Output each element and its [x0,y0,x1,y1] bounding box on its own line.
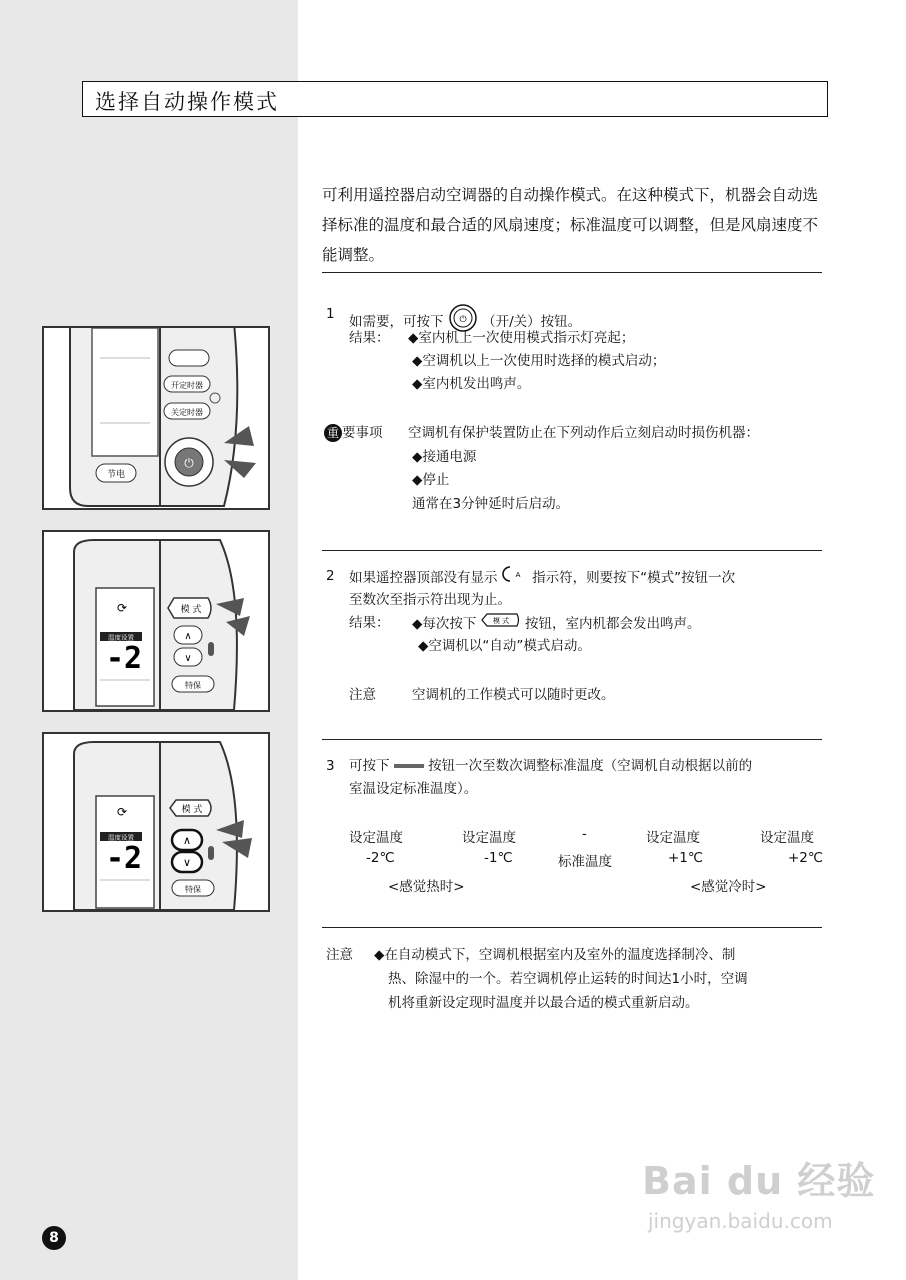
important-text: 空调机有保护装置防止在下列动作后立刻启动时损伤机器： [408,425,759,441]
feel-cold-note: <感觉冷时> [690,879,767,895]
svg-text:A: A [515,571,521,579]
important-item-3: 通常在3分钟延时后启动。 [412,496,570,512]
svg-text:模 式: 模 式 [180,605,202,615]
temp-table-cell: 标准温度 [558,854,612,870]
bottom-note-label: 注意 [326,947,353,963]
bottom-note-line-1: ◆在自动模式下，空调机根据室内及室外的温度选择制冷、制 [374,947,736,963]
mode-button-icon [481,612,521,636]
step2-result-2: ◆空调机以“自动”模式启动。 [418,638,591,654]
step2-line-2: 至数次至指示符出现为止。 [349,592,511,608]
step1-result-2: ◆空调机以上一次使用时选择的模式启动； [412,353,666,369]
svg-text:关定时器: 关定时器 [171,408,203,417]
svg-text:-2: -2 [105,841,143,876]
svg-text:⟳: ⟳ [116,601,128,615]
remote-illustration-power [42,326,270,510]
svg-text:特保: 特保 [185,885,201,894]
feel-hot-note: <感觉热时> [388,879,465,895]
svg-text:模 式: 模 式 [181,805,203,815]
svg-text:温度设置: 温度设置 [108,833,134,842]
baidu-watermark [642,1150,875,1233]
temp-table-cell: - [582,826,587,842]
svg-text:温度设置: 温度设置 [108,633,134,642]
svg-text:⏻: ⏻ [184,456,194,470]
step1-text-b: （开/关）按钮。 [482,314,582,330]
watermark-url: jingyan.baidu.com [648,1209,833,1233]
page-number: 8 [42,1226,66,1250]
svg-text:⟳: ⟳ [116,805,128,819]
section-title-box [82,81,828,117]
temp-table-cell: 设定温度 [462,830,516,846]
temp-table-cell: 设定温度 [760,830,814,846]
divider [322,739,822,740]
step1-number: 1 [326,306,335,322]
step1-text-a: 如需要，可按下 [349,314,444,330]
step1-result-3: ◆室内机发出鸣声。 [412,376,531,392]
step1-result-label: 结果： [349,330,390,346]
section-title: 选择自动操作模式 [95,90,279,114]
svg-text:模 式: 模 式 [492,617,509,625]
svg-text:∧: ∧ [182,834,192,847]
remote-illustration-mode [42,530,270,712]
temp-table-cell: 设定温度 [646,830,700,846]
temp-table-cell: 设定温度 [349,830,403,846]
svg-text:开定时器: 开定时器 [171,381,203,390]
step2-r1-b: 按钮，室内机都会发出鸣声。 [524,616,701,632]
step2-line1-b: 指示符，则要按下“模式”按钮一次 [532,570,736,586]
temperature-button-icon [394,755,424,765]
temp-table-cell: +1℃ [668,850,704,866]
step3-line-1 [349,755,752,778]
bottom-note-line-2: 热、除湿中的一个。若空调机停止运转的时间达1小时，空调 [388,971,748,987]
important-item-2: ◆停止 [412,472,450,488]
temp-table-cell: +2℃ [788,850,824,866]
svg-text:∨: ∨ [184,653,192,664]
divider [322,272,822,273]
auto-mode-indicator-icon [502,565,528,591]
important-mark: 重 [324,424,342,442]
temp-table-cell: -2℃ [366,850,395,866]
step2-line-1 [349,565,735,591]
svg-text:节电: 节电 [106,470,126,480]
step3-number: 3 [326,758,335,774]
intro-paragraph: 可利用遥控器启动空调器的自动操作模式。在这种模式下，机器会自动选择标准的温度和最合适的风扇速度；标准温度可以调整，但是风扇速度不能调整。 [322,186,819,264]
svg-text:∧: ∧ [184,631,192,642]
divider [322,550,822,551]
step2-r1-a: ◆每次按下 [412,616,477,632]
bottom-note-line-3: 机将重新设定现时温度并以最合适的模式重新启动。 [388,995,699,1011]
step2-note-label: 注意 [349,687,376,703]
remote-illustration-temperature [42,732,270,912]
svg-text:∨: ∨ [182,856,192,869]
step2-result-label: 结果： [349,615,390,631]
step3-line1-b: 按钮一次至数次调整标准温度（空调机自动根据以前的 [428,758,753,774]
step3-line-2: 室温设定标准温度）。 [349,781,478,797]
svg-text:-2: -2 [105,641,143,676]
important-label: 要事项 [342,425,383,441]
step2-result-1 [412,612,700,636]
important-item-1: ◆接通电源 [412,449,477,465]
step2-note-text: 空调机的工作模式可以随时更改。 [412,687,615,703]
important-heading [324,422,383,445]
step3-line1-a: 可按下 [349,758,390,774]
temp-table-cell: -1℃ [484,850,513,866]
watermark-brand: Bai du 经验 [642,1159,876,1203]
step2-number: 2 [326,568,335,584]
svg-text:特保: 特保 [185,681,201,690]
divider [322,927,822,928]
step1-result-1: ◆室内机上一次使用模式指示灯亮起； [408,330,635,346]
svg-text:⏻: ⏻ [459,315,467,325]
step2-line1-a: 如果遥控器顶部没有显示 [349,570,498,586]
